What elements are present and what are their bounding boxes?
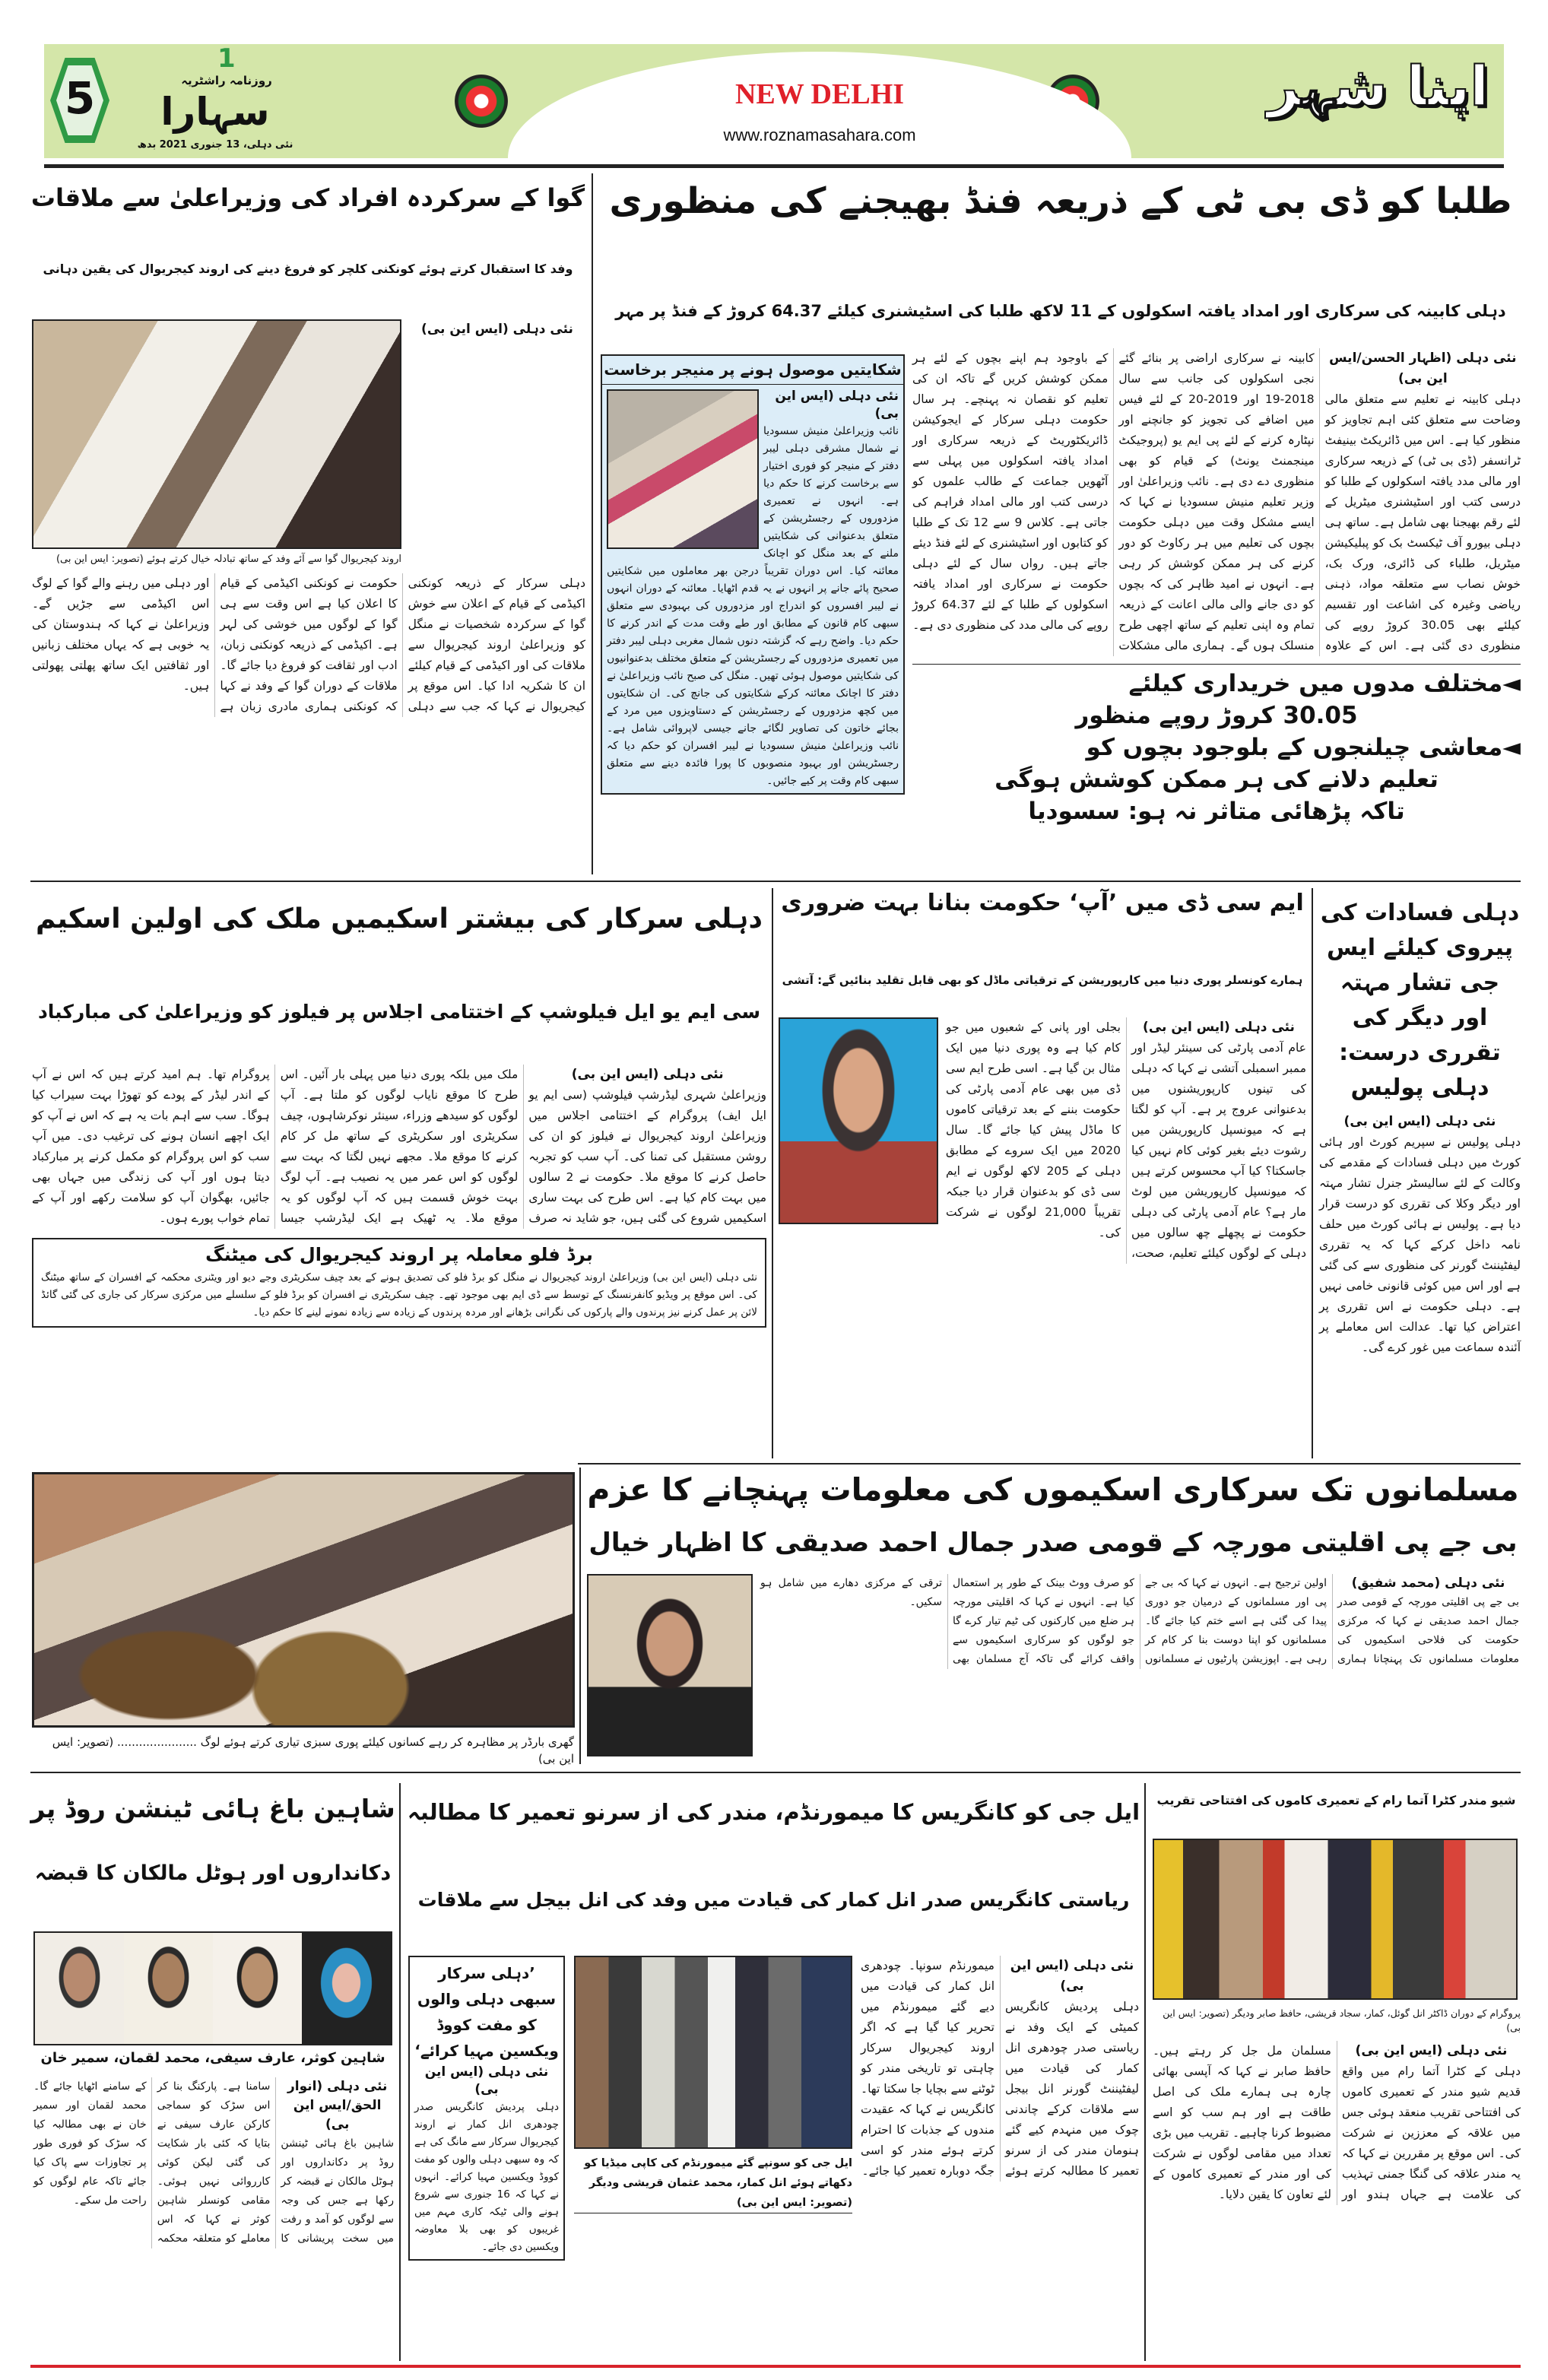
lg-headline: ایل جی کو کانگریس کا میمورنڈم، مندر کی از سرنو تعمیر کا مطالبہ bbox=[407, 1799, 1140, 1825]
goa-photo-caption: اروند کیجریوال گوا سے آئے وفد کے ساتھ تبادلہ خیال کرتے ہوئے (تصویر: ایس این بی) bbox=[56, 554, 401, 565]
minority-subhead: بی جے پی اقلیتی مورچہ کے قومی صدر جمال احمد صدیقی کا اظہار خیال bbox=[588, 1528, 1518, 1558]
shaheen-portraits bbox=[33, 1931, 392, 2045]
temple-body: نئی دہلی (ایس این بی) دہلی کے کٹرا آتما رام میں واقع قدیم شیو مندر کے تعمیری کاموں کی افتتاحی تقریب منعقد ہوئی جس میں علاقہ کے معززین نے شرکت کی۔ اس موقع پر مقررین نے کہا کہ یہ مندر علاقہ کی گنگا جمنی تہذیب کی علامت ہے جہاں ہندو اور مسلمان مل جل کر رہتے ہیں۔ حافظ صابر نے کہا کہ آپسی بھائی چارہ ہی ہمارے ملک کی اصل طاقت ہے اور ہم سب کو اسے مضبوط کرنا چاہیے۔ تقریب میں بڑی تعداد میں مقامی لوگوں نے شرکت کی اور مندر کے تعمیری کاموں کے لئے تعاون کا یقین دلایا۔ bbox=[1153, 2041, 1521, 2205]
vaccine-box-headline: ’دہلی سرکار سبھی دہلی والوں کو مفت کووڈ ویکسین مہیا کرائے‘ bbox=[414, 1964, 559, 2060]
dbt-highlights: ◄مختلف مدوں میں خریداری کیلئے 30.05 کروڑ روپے منظور ◄معاشی چیلنجوں کے بلوجود بچوں کو تعلیم دلانے کی ہر ممکن کوشش ہوگی تاکہ پڑھائی متاثر نہ ہو: سسودیا bbox=[912, 664, 1521, 827]
portrait-photo bbox=[213, 1933, 302, 2044]
labour-inset-photo bbox=[607, 389, 759, 549]
dbt-byline: نئی دہلی (اظہار الحسن/ایس این بی) bbox=[1329, 351, 1517, 386]
shaheen-body: نئی دہلی (انوار الحق/ایس این بی) شاہین باغ ہائی ٹینشن روڈ پر دکانداروں اور ہوٹل مالکان نے قبضہ کر رکھا ہے جس کی وجہ سے لوگوں کو آمد و رفت میں سخت پریشانی کا سامنا ہے۔ پارکنگ بنا کر اس سڑک کو سماجی کارکن عارف سیفی نے بتایا کہ کئی بار شکایت کی گئی لیکن کوئی کارروائی نہیں ہوئی۔ مقامی کونسلر شاہین کوثر نے کہا کہ اس معاملے کو متعلقہ محکمہ کے سامنے اٹھایا جائے گا۔ محمد لقمان اور سمیر خان نے بھی مطالبہ کیا کہ سڑک کو فوری طور پر تجاوزات سے پاک کیا جائے تاکہ عام لوگوں کو راحت مل سکے۔ bbox=[33, 2079, 394, 2245]
kitchen-photo bbox=[32, 1472, 575, 1728]
birdflu-box bbox=[32, 1238, 766, 1328]
shaheen-byline: نئی دہلی (انوار الحق/ایس این بی) bbox=[287, 2079, 388, 2132]
section-title: اپنا شہر bbox=[1267, 54, 1489, 118]
memorandum-photo-caption: ایل جی کو سونپے گئے میمورنڈم کی کاپی میڈیا کو دکھاتے ہوئے انل کمار، محمد عثمان قریشی ودیگر (تصویر: ایس این بی) bbox=[574, 2153, 852, 2213]
birdflu-headline: برڈ فلو معاملہ پر اروند کیجریوال کی میٹنگ bbox=[205, 1244, 593, 1265]
mcd-headline: ایم سی ڈی میں ’آپ‘ حکومت بنانا بہت ضروری bbox=[781, 890, 1304, 916]
anniversary-mark: 1 bbox=[217, 43, 236, 74]
dateline: نئی دہلی، 13 جنوری 2021 بدھ bbox=[137, 139, 293, 151]
page-number: 5 bbox=[64, 72, 96, 124]
cmulf-subhead: سی ایم یو ایل فیلوشپ کے اختتامی اجلاس پر فیلوز کو وزیراعلیٰ کی مبارکباد bbox=[37, 1001, 761, 1023]
dbt-subhead: دہلی کابینہ کی سرکاری اور امداد یافتہ اسکولوں کے 11 لاکھ طلبا کی اسٹیشنری کیلئے 64.37 کروڑ کے فنڈ پر مہر bbox=[615, 302, 1506, 320]
temple-photo-caption: پروگرام کے دوران ڈاکٹر انل گوئل، کمار، سجاد قریشی، حافظ صابر ودیگر (تصویر: ایس این بی) bbox=[1163, 2007, 1521, 2033]
masthead bbox=[44, 44, 1504, 158]
website-link[interactable]: www.roznamasahara.com bbox=[723, 125, 916, 144]
cmulf-byline: نئی دہلی (ایس این بی) bbox=[571, 1067, 724, 1082]
shaheen-names: شاہین کوثر، عارف سیفی، محمد لقمان، سمیر خان bbox=[40, 2050, 385, 2066]
atishi-photo bbox=[779, 1017, 938, 1224]
goa-headline: گوا کے سرکردہ افراد کی وزیراعلیٰ سے ملاقات bbox=[30, 183, 585, 212]
mcd-subhead: ہمارے کونسلر پوری دنیا میں کارپوریشن کے ترقیاتی ماڈل کو بھی قابل تقلید بنائیں گے: آتشی bbox=[782, 973, 1303, 987]
goa-subhead: وفد کا استقبال کرتے ہوئے کونکنی کلچر کو فروغ دینے کی اروند کیجریوال کی یقین دہانی bbox=[43, 262, 573, 276]
lg-byline: نئی دہلی (ایس این بی) bbox=[1010, 1958, 1134, 1994]
dbt-headline: طلبا کو ڈی بی ٹی کے ذریعہ فنڈ بھیجنے کی منظوری bbox=[609, 180, 1512, 222]
lg-subhead: ریاستی کانگریس صدر انل کمار کی قیادت میں وفد کی انل بیجل سے ملاقات bbox=[417, 1889, 1130, 1911]
vaccine-box: ’دہلی سرکار سبھی دہلی والوں کو مفت کووڈ ویکسین مہیا کرائے‘ نئی دہلی (ایس این بی) دہلی پردیش کانگریس صدر چودھری انل کمار نے اروند کیجریوال سرکار سے مانگ کی ہے کہ وہ سبھی دہلی والوں کو مفت کووڈ ویکسین مہیا کرائے۔ انہوں نے کہا کہ 16 جنوری سے شروع ہونے والی ٹیکہ کاری مہم میں غریبوں کو بھی بلا معاوضہ ویکسین دی جائے۔ bbox=[408, 1956, 565, 2261]
lg-body-right: نئی دہلی (ایس این بی) دہلی پردیش کانگریس کمیٹی کے ایک وفد نے ریاستی صدر چودھری انل کمار کی قیادت میں لیفٹیننٹ گورنر انل بیجل سے ملاقات کرکے چاندنی چوک میں منہدم کیے گئے ہنومان مندر کی از سرنو تعمیر کا مطالبہ کرتے ہوئے میمورنڈم سونپا۔ چودھری انل کمار کی قیادت میں دیے گئے میمورنڈم میں تحریر کیا گیا ہے کہ اگر اروند کیجریوال سرکار چاہتی تو تاریخی مندر کو ٹوٹنے سے بچایا جا سکتا تھا۔ کانگریس نے کہا کہ عقیدت مندوں کے جذبات کا احترام کرتے ہوئے مندر کو اسی جگہ دوبارہ تعمیر کیا جائے۔ bbox=[861, 1956, 1139, 2182]
goa-body: دہلی سرکار کے ذریعہ کونکنی اکیڈمی کے قیام کے اعلان سے خوش گوا کے سرکردہ شخصیات نے منگل کو وزیراعلیٰ اروند کیجریوال سے ملاقات کی اور اکیڈمی کے قیام کیلئے ان کا شکریہ ادا کیا۔ اس موقع پر کیجریوال نے کہا کہ جب سے دہلی حکومت نے کونکنی اکیڈمی کے قیام کا اعلان کیا ہے اس وقت سے ہی گوا کے لوگوں میں خوشی کی لہر ہے۔ اکیڈمی کے ذریعہ کونکنی زبان، ادب اور ثقافت کو فروغ دیا جائے گا۔ ملاقات کے دوران گوا کے وفد نے کہا کہ کونکنی ہماری مادری زبان ہے اور دہلی میں رہنے والے گوا کے لوگ اس اکیڈمی سے جڑیں گے۔ وزیراعلیٰ نے کہا کہ ہندوستان کی یہ خوبی ہے کہ یہاں مختلف زبانیں اور ثقافتیں ایک ساتھ پھلتی پھولتی ہیں۔ bbox=[32, 576, 585, 713]
minority-byline: نئی دہلی (محمد شفیق) bbox=[1351, 1576, 1505, 1591]
minority-body: نئی دہلی (محمد شفیق) بی جے پی اقلیتی مورچہ کے قومی صدر جمال احمد صدیقی نے کہا کہ مرکزی حکومت کی فلاحی اسکیموں کی معلومات مسلمانوں تک پہنچانا ہماری اولین ترجیح ہے۔ انہوں نے کہا کہ بی جے پی اور مسلمانوں کے درمیان جو دوری پیدا کی گئی ہے اسے ختم کیا جائے گا۔ مسلمانوں کو اپنا دوست بنا کر کام کر رہی ہے۔ اپوزیشن پارٹیوں نے مسلمانوں کو صرف ووٹ بینک کے طور پر استعمال کیا ہے۔ انہوں نے کہا کہ اقلیتی مورچہ ہر ضلع میں کارکنوں کی ٹیم تیار کرے گا جو لوگوں کو سرکاری اسکیموں سے واقف کرائے گی تاکہ آج مسلمان بھی ترقی کے مرکزی دھارے میں شامل ہو سکیں۔ bbox=[760, 1576, 1519, 1665]
kitchen-photo-caption: گھری بارڈر پر مظاہرہ کر رہے کسانوں کیلئے پوری سبزی تیاری کرتے ہوئے لوگ ...................... (تصویر: ایس این بی) bbox=[52, 1735, 574, 1766]
siddiqui-photo bbox=[587, 1574, 753, 1756]
edition-dome bbox=[508, 52, 1131, 158]
sunburst-icon bbox=[455, 75, 508, 128]
labour-inset-box: شکایتیں موصول ہونے پر منیجر برخاست نئی دہلی (ایس این بی) نائب وزیراعلیٰ منیش سسودیا نے شمال مشرقی دہلی لیبر دفتر کے منیجر کو فوری اختیار سے برخاست کرنے کا حکم دیا ہے۔ انہوں نے تعمیری مزدوروں کے رجسٹریشن کے متعلق بدعنوانی کی شکایتیں ملنے کے بعد منگل کو اچانک معائنہ کیا۔ اس دوران تقریباً درجن بھر معاملوں میں شکایتیں صحیح پائے جانے پر انہوں نے یہ قدم اٹھایا۔ معائنہ کے دوران انہوں نے لیبر افسروں کو اندراج اور مزدوروں کی بہبودی سے متعلق سبھی کام قانون کے مطابق اور طے وقت مدت کے اندر کرنے کا حکم دیا۔ واضح رہے کہ گزشتہ دنوں شمال مغربی دہلی لیبر دفتر میں تعمیری مزدوروں کے رجسٹریشن کے متعلق مختلف بدعنوانیوں کی شکایتیں موصول ہوئی تھیں۔ منگل کی صبح نائب وزیراعلیٰ نے دفتر کا اچانک معائنہ کرکے شکایتوں کی جانچ کی۔ ان شکایتوں میں کچھ مزدوروں کے رجسٹریشن کے دستاویزوں میں مرد کے بجائے خاتون کی تصاویر لگائے جانے جیسی لاپروائی شامل ہے۔ نائب وزیراعلیٰ منیش سسودیا نے لیبر افسران کو حکم دیا کہ رجسٹریشن اور بہبود منصوبوں کا پورا فائدہ دینے سے متعلق سبھی کام وقت پر کیے جائیں۔ bbox=[601, 354, 905, 795]
labour-inset-body: نائب وزیراعلیٰ منیش سسودیا نے شمال مشرقی دہلی لیبر دفتر کے منیجر کو فوری اختیار سے برخاست کرنے کا حکم دیا ہے۔ انہوں نے تعمیری مزدوروں کے رجسٹریشن کے متعلق بدعنوانی کی شکایتیں ملنے کے بعد منگل کو اچانک معائنہ کیا۔ اس دوران تقریباً درجن بھر معاملوں میں شکایتیں صحیح پائے جانے پر انہوں نے یہ قدم اٹھایا۔ معائنہ کے دوران انہوں نے لیبر افسروں کو اندراج اور مزدوروں کی بہبودی سے متعلق سبھی کام قانون کے مطابق اور طے وقت مدت کے اندر کرنے کا حکم دیا۔ واضح رہے کہ گزشتہ دنوں شمال مغربی دہلی لیبر دفتر میں تعمیری مزدوروں کے رجسٹریشن کے متعلق مختلف بدعنوانیوں کی شکایتیں موصول ہوئی تھیں۔ منگل کی صبح نائب وزیراعلیٰ نے دفتر کا اچانک معائنہ کرکے شکایتوں کی جانچ کی۔ ان شکایتوں میں کچھ مزدوروں کے رجسٹریشن کے دستاویزوں میں مرد کے بجائے خاتون کی تصاویر لگائے جانے جیسی لاپروائی شامل ہے۔ نائب وزیراعلیٰ منیش سسودیا نے لیبر افسران کو حکم دیا کہ رجسٹریشن اور بہبود منصوبوں کا پورا فائدہ دینے سے متعلق سبھی کام وقت پر کیے جائیں۔ bbox=[607, 425, 899, 787]
temple-photo bbox=[1153, 1839, 1518, 2000]
riots-byline: نئی دہلی (ایس این بی) bbox=[1343, 1114, 1496, 1129]
cmulf-headline: دہلی سرکار کی بیشتر اسکیمیں ملک کی اولین اسکیم bbox=[36, 903, 763, 935]
riots-body: نئی دہلی (ایس این بی) دہلی پولیس نے سپریم کورٹ اور ہائی کورٹ میں دہلی فسادات کے مقدمے کی وکالت کے لئے سالیسٹر جنرل تشار مہتہ اور دیگر وکلا کی تقرری کو درست قرار دیا ہے۔ پولیس نے ہائی کورٹ میں حلف نامہ داخل کرکے کہا کہ یہ تقرری لیفٹیننٹ گورنر کی منظوری سے کی گئی ہے اور اس میں کوئی قانونی خامی نہیں ہے۔ دہلی حکومت نے اس تقرری پر اعتراض کیا تھا۔ عدالت اس معاملے پر آئندہ سماعت میں غور کرے گی۔ bbox=[1319, 1112, 1521, 1358]
vaccine-box-body: دہلی پردیش کانگریس صدر چودھری انل کمار نے اروند کیجریوال سرکار سے مانگ کی ہے کہ وہ سبھی دہلی والوں کو مفت کووڈ ویکسین مہیا کرائے۔ انہوں نے کہا کہ 16 جنوری سے شروع ہونے والی ٹیکہ کاری مہم میں غریبوں کو بھی بلا معاوضہ ویکسین دی جائے۔ bbox=[414, 2101, 559, 2253]
dbt-body: نئی دہلی (اظہار الحسن/ایس این بی) دہلی کابینہ نے تعلیم سے متعلق مالی وضاحت سے متعلق کئی اہم تجاویز کو منظور کیا ہے۔ اس میں ڈائریکٹ بینیفٹ ٹرانسفر (ڈی بی ٹی) کے ذریعہ سرکاری اور مالی مدد یافتہ اسکولوں کے طلبا کو درسی کتب اور اسٹیشنری میٹریل کے لئے رقم بھیجنا بھی شامل ہے۔ ساتھ ہی دہلی بیورو آف ٹیکسٹ بک کو پبلیکیشن میٹریل، طلباء کی ڈائری، ورک بک، خوش نصاب سے متعلقہ مواد، ذہنی ریاضی وغیرہ کی اشاعت اور تقسیم کیلئے بھی 30.05 کروڑ روپے کی منظوری دی گئی ہے۔ اس کے علاوہ کابینہ نے سرکاری اراضی پر بنائے گئے نجی اسکولوں کی جانب سے سال 2018-19 اور 2019-20 کے لئے فیس میں اضافے کی تجویز کو جانچنے اور نپٹارہ کرنے کے لئے پی ایم یو (پروجیکٹ مینجمنٹ یونٹ) کے قیام کو بھی منظوری دے دی ہے۔ نائب وزیراعلیٰ اور وزیر تعلیم منیش سسودیا نے کہا کہ ایسے مشکل وقت میں دہلی حکومت بچوں کی تعلیم میں ہر رکاوٹ کو دور کرنے کی ہر ممکن کوشش کر رہی ہے۔ انہوں نے امید ظاہر کی کہ بچوں کو دی جانے والی مالی اعانت کے ذریعہ تمام وہ اپنی تعلیم کے ساتھ اچھی طرح منسلک ہوں گے۔ ہماری مالی مشکلات کے باوجود ہم اپنے بچوں کے لئے ہر ممکن کوشش کریں گے تاکہ ان کی تعلیم کو نقصان نہ پہنچے۔ ہر سال حکومت دہلی سرکار کے ایجوکیشن ڈائریکٹوریٹ کے ذریعہ سرکاری اور امداد یافتہ اسکولوں میں پہلی سے آٹھویں جماعت کے طالب علموں کو درسی کتب اور مالی امداد فراہم کی جاتی ہے۔ کلاس 9 سے 12 تک کے طلبا کو کتابوں اور اسٹیشنری کے لئے فنڈ دیئے جاتے ہیں۔ رواں سال کے لئے دہلی حکومت نے سرکاری اور امداد یافتہ اسکولوں کے طلبا کے لئے 64.37 کروڑ روپے کی مالی مدد کی منظوری دی ہے۔ bbox=[912, 348, 1521, 656]
cmulf-body: نئی دہلی (ایس این بی) وزیراعلیٰ شہری لیڈرشپ فیلوشپ (سی ایم یو ایل ایف) پروگرام کے اختتامی اجلاس میں وزیراعلیٰ اروند کیجریوال نے فیلوز کو ان کی روشن مستقبل کی تمنا کی۔ آپ سب کو تجربہ حاصل کرنے کا موقع ملا۔ حکومت نے 2 سالوں میں بہت کام کیا ہے۔ اس طرح کی بہت ساری اسکیمیں شروع کی گئی ہیں، جو شاید نہ صرف ملک میں بلکہ پوری دنیا میں پہلی بار آئیں۔ اس طرح کا موقع نایاب لوگوں کو ملتا ہے۔ آپ لوگوں کو سیدھے وزراء، سینئر نوکرشاہوں، چیف سکریٹری اور سکریٹری کے ساتھ مل کر کام کرنے کا موقع ملا۔ مجھے نہیں لگتا کہ بہت سے لوگوں کو اس عمر میں یہ نصیب ہے۔ آپ لوگ بہت خوش قسمت ہیں کہ آپ لوگوں کو یہ موقع ملا۔ یہ ٹھیک ہے ایک لیڈرشپ جیسا پروگرام تھا۔ ہم امید کرتے ہیں کہ اس نے آپ کے اندر لیڈر کے پودے کو تھوڑا بہت سیراب کیا ہوگا۔ سب سے اہم بات یہ ہے کہ اس نے آپ کو ایک اچھے انسان ہونے کی ترغیب دی۔ میں آپ سب کو اس پروگرام کو مکمل کرنے پر مبارکباد دیتا ہوں اور آپ کی زندگی میں جہاں بھی جائیں، بھگوان آپ کو سلامت رکھے اور آپ کے تمام خواب پورے ہوں۔ bbox=[32, 1065, 766, 1229]
goa-photo bbox=[32, 319, 401, 549]
edition-name: NEW DELHI bbox=[734, 78, 905, 110]
portrait-photo bbox=[35, 1933, 124, 2044]
portrait-photo bbox=[124, 1933, 213, 2044]
paper-tagline: روزنامہ راشٹریہ bbox=[181, 74, 272, 87]
temple-byline: نئی دہلی (ایس این بی) bbox=[1355, 2043, 1508, 2058]
memorandum-photo bbox=[574, 1956, 852, 2149]
temple-headline: شیو مندر کٹرا آتما رام کے تعمیری کاموں کی افتتاحی تقریب bbox=[1156, 1793, 1516, 1807]
goa-byline: نئی دہلی (ایس این بی) bbox=[421, 322, 573, 337]
mcd-body: نئی دہلی (ایس این بی) عام آدمی پارٹی کی سینئر لیڈر اور ممبر اسمبلی آتشی نے کہا کہ دہلی کی تینوں کارپوریشنوں میں بدعنوانی عروج پر ہے۔ آپ کو لگتا ہے کہ میونسپل کارپوریشن میں رشوت دیئے بغیر کوئی کام نہیں کیا جاسکتا؟ کیا آپ محسوس کرتے ہیں کہ میونسپل کارپوریشن میں لوٹ مار ہے؟ عام آدمی پارٹی کی دہلی حکومت نے پچھلے چھ سالوں میں دہلی کے لوگوں کیلئے تعلیم، صحت، بجلی اور پانی کے شعبوں میں جو کام کیا ہے وہ پوری دنیا میں ایک مثال بن گیا ہے۔ اسی طرح ایم سی ڈی میں بھی عام آدمی پارٹی کی حکومت بننے کے بعد ترقیاتی کاموں کا ماڈل پیش کیا جائے گا۔ سال 2020 میں ایک سروے کے مطابق دہلی کے 205 لاکھ لوگوں نے ایم سی ڈی کو بدعنوان قرار دیا جبکہ تقریباً 21,000 لوگوں نے شرکت کی۔ bbox=[946, 1017, 1306, 1264]
minority-headline: مسلمانوں تک سرکاری اسکیموں کی معلومات پہنچانے کا عزم bbox=[587, 1471, 1519, 1508]
riots-headline: دہلی فسادات کی پیروی کیلئے ایس جی تشار مہتہ اور دیگر کی تقرری درست: دہلی پولیس bbox=[1320, 900, 1520, 1101]
shaheen-headline-line1: شاہین باغ ہائی ٹینشن روڈ پر bbox=[30, 1794, 395, 1823]
goa-body-side bbox=[409, 319, 585, 340]
shaheen-headline-line2: دکانداروں اور ہوٹل مالکان کا قبضہ bbox=[34, 1861, 392, 1885]
portrait-photo bbox=[302, 1933, 391, 2044]
paper-logo: سہارا bbox=[160, 90, 270, 134]
mcd-byline: نئی دہلی (ایس این بی) bbox=[1143, 1020, 1295, 1035]
birdflu-body: نئی دہلی (ایس این بی) وزیراعلیٰ اروند کیجریوال نے منگل کو برڈ فلو کی تصدیق ہونے کے بعد چیف سکریٹری وجے دیو اور ویٹنری محکمہ کے افسران کے ساتھ میٹنگ کی۔ اس موقع پر ویڈیو کانفرنسنگ کے توسط سے ڈی ایم بھی موجود تھے۔ چیف سکریٹری نے افسران کو برڈ فلو کے سلسلے میں مرکزی سرکار کی جاری کی گئی گائڈ لائن پر عمل کرنے نیز پرندوں والے پارکوں کی نگرانی بڑھانے اور مردہ پرندوں کے زیادہ سے زیادہ نمونے لینے کا حکم دیا۔ bbox=[41, 1271, 757, 1319]
labour-inset-headline: شکایتیں موصول ہونے پر منیجر برخاست bbox=[602, 356, 903, 385]
